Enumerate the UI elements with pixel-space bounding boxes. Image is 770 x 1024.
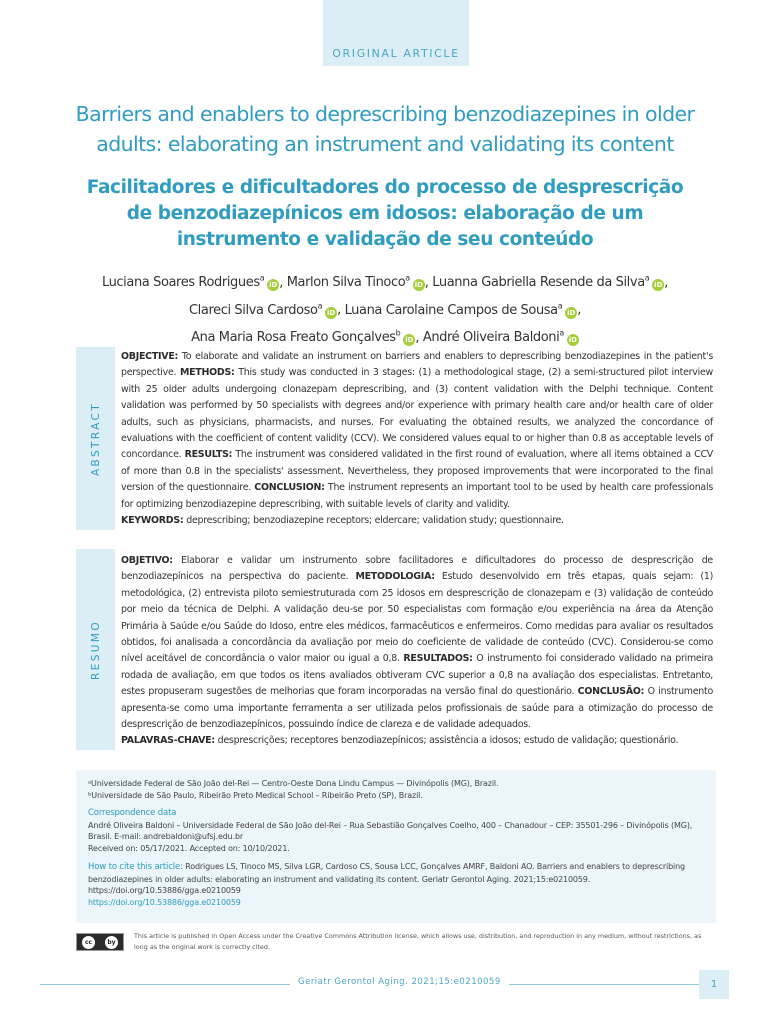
abstract-label: ABSTRACT (89, 401, 102, 476)
resumo-body: OBJETIVO: Elaborar e validar um instrumento sobre facilitadores e dificultadores do processo de desprescrição de benzodiazepínicos na perspectiva do paciente. METODOLOGIA: Estudo desenvolvido em três etapas, quais sejam: (1) metodológica, (2) entrevista piloto semiestruturada com 25 idosos em desprescrição de clonazepam e (3) validação de conteúdo por meio da técnica de Delphi. A validação deu-se por 50 especialistas com formação e/ou experiência na área da Atenção Primária à Saúde e/ou Saúde do Idoso, entre eles médicos, farmacêuticos e enfermeiros. Como medidas para avaliar os resultados obtidos, foi analisada a concordância da avaliação por meio do coeficiente de validade de conteúdo (CVC). Considerou-se como nível aceitável de concordância o valor maior ou igual a 0,8. RESULTADOS: O instrumento foi considerado validado na primeira rodada de avaliação, em que todos os itens avaliados obtiveram CVC superior a 0,8 na avaliação dos especialistas. Entretanto, estes propuseram sugestões de melhorias que foram incorporadas na versão final do questionário. CONCLUSÃO: O instrumento apresenta-se como uma importante ferramenta a ser utilizada pelos profissionais de saúde para a otimização do processo de desprescrição de benzodiazepínicos, possuindo índice de clareza e de validade adequados. PALAVRAS-CHAVE: desprescrições; receptores benzodiazepínicos; assistência a idosos; estudo de validação; questionário. (121, 555, 714, 747)
results-heading: RESULTS: (184, 449, 233, 461)
doi-link[interactable]: https://doi.org/10.53886/gga.e0210059 (88, 897, 241, 907)
methods-heading: METHODS: (179, 367, 235, 379)
title-english: Barriers and enablers to deprescribing benzodiazepines in older adults: elaborating an instrument and validating its content (75, 102, 695, 156)
received-dates: Received on: 05/17/2021. Accepted on: 10/10/2021. (88, 843, 290, 853)
keywords-heading: KEYWORDS: (121, 515, 184, 527)
title-portuguese: Facilitadores e dificultadores do processo de desprescrição de benzodiazepínicos em idosos: elaboração de um instrumento e validação de seu conteúdo (86, 177, 684, 250)
by-icon: by (105, 936, 118, 949)
author: Clareci Silva Cardoso$^a$iD (189, 301, 336, 318)
author: Marlon Silva Tinoco$^a$iD (286, 274, 423, 291)
orcid-icon[interactable]: iD (405, 335, 414, 344)
palavras-chave-heading: PALAVRAS-CHAVE: (121, 735, 215, 747)
orcid-icon[interactable]: iD (269, 281, 278, 290)
orcid-icon[interactable]: iD (567, 308, 576, 317)
abstract-side-label (76, 347, 115, 530)
conclusion-heading: CONCLUSION: (254, 482, 325, 494)
page-number: 1 (699, 970, 729, 999)
palavras-chave: desprescrições; receptores benzodiazepínicos; assistência a idosos; estudo de validação; questionário. (214, 735, 679, 747)
license-text: This article is published in Open Access under the Creative Commons Attribution license, which allows use, distribution, and reproduction in any medium, without restrictions, as long as the original work is correctly cited. (134, 932, 702, 951)
author: Luana Carolaine Campos de Sousa$^a$iD (344, 301, 576, 318)
orcid-icon[interactable]: iD (326, 308, 336, 317)
affiliation-b: ᵇUniversidade de São Paulo, Ribeirão Preto Medical School – Ribeirão Preto (SP), Brazil. (88, 790, 423, 800)
article-type-label: ORIGINAL ARTICLE (332, 47, 460, 60)
objective-heading: OBJECTIVE: (121, 351, 179, 362)
resultados-heading: RESULTADOS: (403, 653, 473, 665)
affiliation-a: ᵃUniversidade Federal de São João del-Rei — Centro-Oeste Dona Lindu Campus — Divinópolis (MG), Brazil. (88, 779, 499, 788)
author: Ana Maria Rosa Freato Gonçalves$^b$iD (191, 328, 414, 345)
metodologia-heading: METODOLOGIA: (355, 571, 435, 583)
correspondence-heading: Correspondence data (88, 808, 177, 818)
journal-citation: Geriatr Gerontol Aging. 2021;15:e0210059 (290, 977, 509, 987)
license-notice (76, 931, 716, 955)
conclusao-heading: CONCLUSÃO: (577, 686, 645, 698)
resumo-label: RESUMO (89, 619, 102, 680)
orcid-icon[interactable]: iD (654, 281, 663, 290)
cc-icon: cc (82, 936, 95, 949)
author: Luciana Soares Rodrigues$^a$iD (101, 274, 278, 291)
citation: How to cite this article: Rodrigues LS, Tinoco MS, Silva LGR, Cardoso CS, Sousa LCC, Gonçalves AMRF, Baldoni AO. Barriers and enablers to deprescribing benzodiazepines in older adults: elaborating an instrument and validating its content. Geriatr Gerontol Aging. 2021;15:e0210059. https://doi.org/10.53886/gga.e0210059 (88, 862, 685, 895)
author-list: Luciana Soares Rodrigues$^a$iD , Marlon Silva Tinoco$^a$iD , Luanna Gabriella Resende da Silva$^a$iD , Clareci Silva Cardoso$^a$iD , Luana Carolaine Campos de Sousa$^a$iD , Ana Maria Rosa Freato Gonçalves$^b$iD , André Oliveira Baldoni$^a$iD (101, 274, 669, 345)
author: André Oliveira Baldoni$^a$iD (422, 328, 577, 345)
abstract-body: OBJECTIVE: To elaborate and validate an instrument on barriers and enablers to deprescribing benzodiazepines in the patient's perspective. METHODS: This study was conducted in 3 stages: (1) a methodological stage, (2) a semi-structured pilot interview with 25 older adults undergoing clonazepam deprescribing, and (3) content validation with the Delphi technique. Content validation was performed by 50 specialists with degrees and/or experience with primary health care and/or health care of older adults, such as physicians, pharmacists, and nurses. For evaluating the obtained results, we analyzed the concordance of evaluations with the coefficient of content validity (CCV). We considered values equal to or higher than 0.8 as acceptable levels of concordance. RESULTS: The instrument was considered validated in the first round of evaluation, where all items obtained a CCV of more than 0.8 in the specialists' assessment. Nevertheless, they proposed improvements that were incorporated to the final version of the questionnaire. CONCLUSION: The instrument represents an important tool to be used by health care professionals for optimizing benzodiazepine deprescribing, with suitable levels of clarity and validity. KEYWORDS: deprescribing; benzodiazepine receptors; eldercare; validation study; questionnaire. (121, 351, 713, 527)
objetivo-heading: OBJETIVO: (121, 555, 173, 566)
keywords: deprescribing; benzodiazepine receptors; eldercare; validation study; questionnaire. (183, 515, 564, 527)
article-info-box (76, 770, 716, 923)
creative-commons-badge[interactable] (76, 933, 124, 951)
orcid-icon[interactable]: iD (414, 281, 423, 290)
orcid-icon[interactable]: iD (568, 335, 577, 344)
resumo-side-label (76, 549, 115, 750)
correspondence-text: André Oliveira Baldoni – Universidade Federal de São João del-Rei – Rua Sebastião Gonçalves Coelho, 400 – Chanadour – CEP: 35501-296 – Divinópolis (MG), Brasil. E-mail: andrebaldoni@ufsj.edu.br (88, 820, 693, 841)
citation-heading: How to cite this article: (88, 862, 183, 872)
author: Luanna Gabriella Resende da Silva$^a$iD (432, 274, 663, 291)
article-type-badge (323, 0, 469, 66)
